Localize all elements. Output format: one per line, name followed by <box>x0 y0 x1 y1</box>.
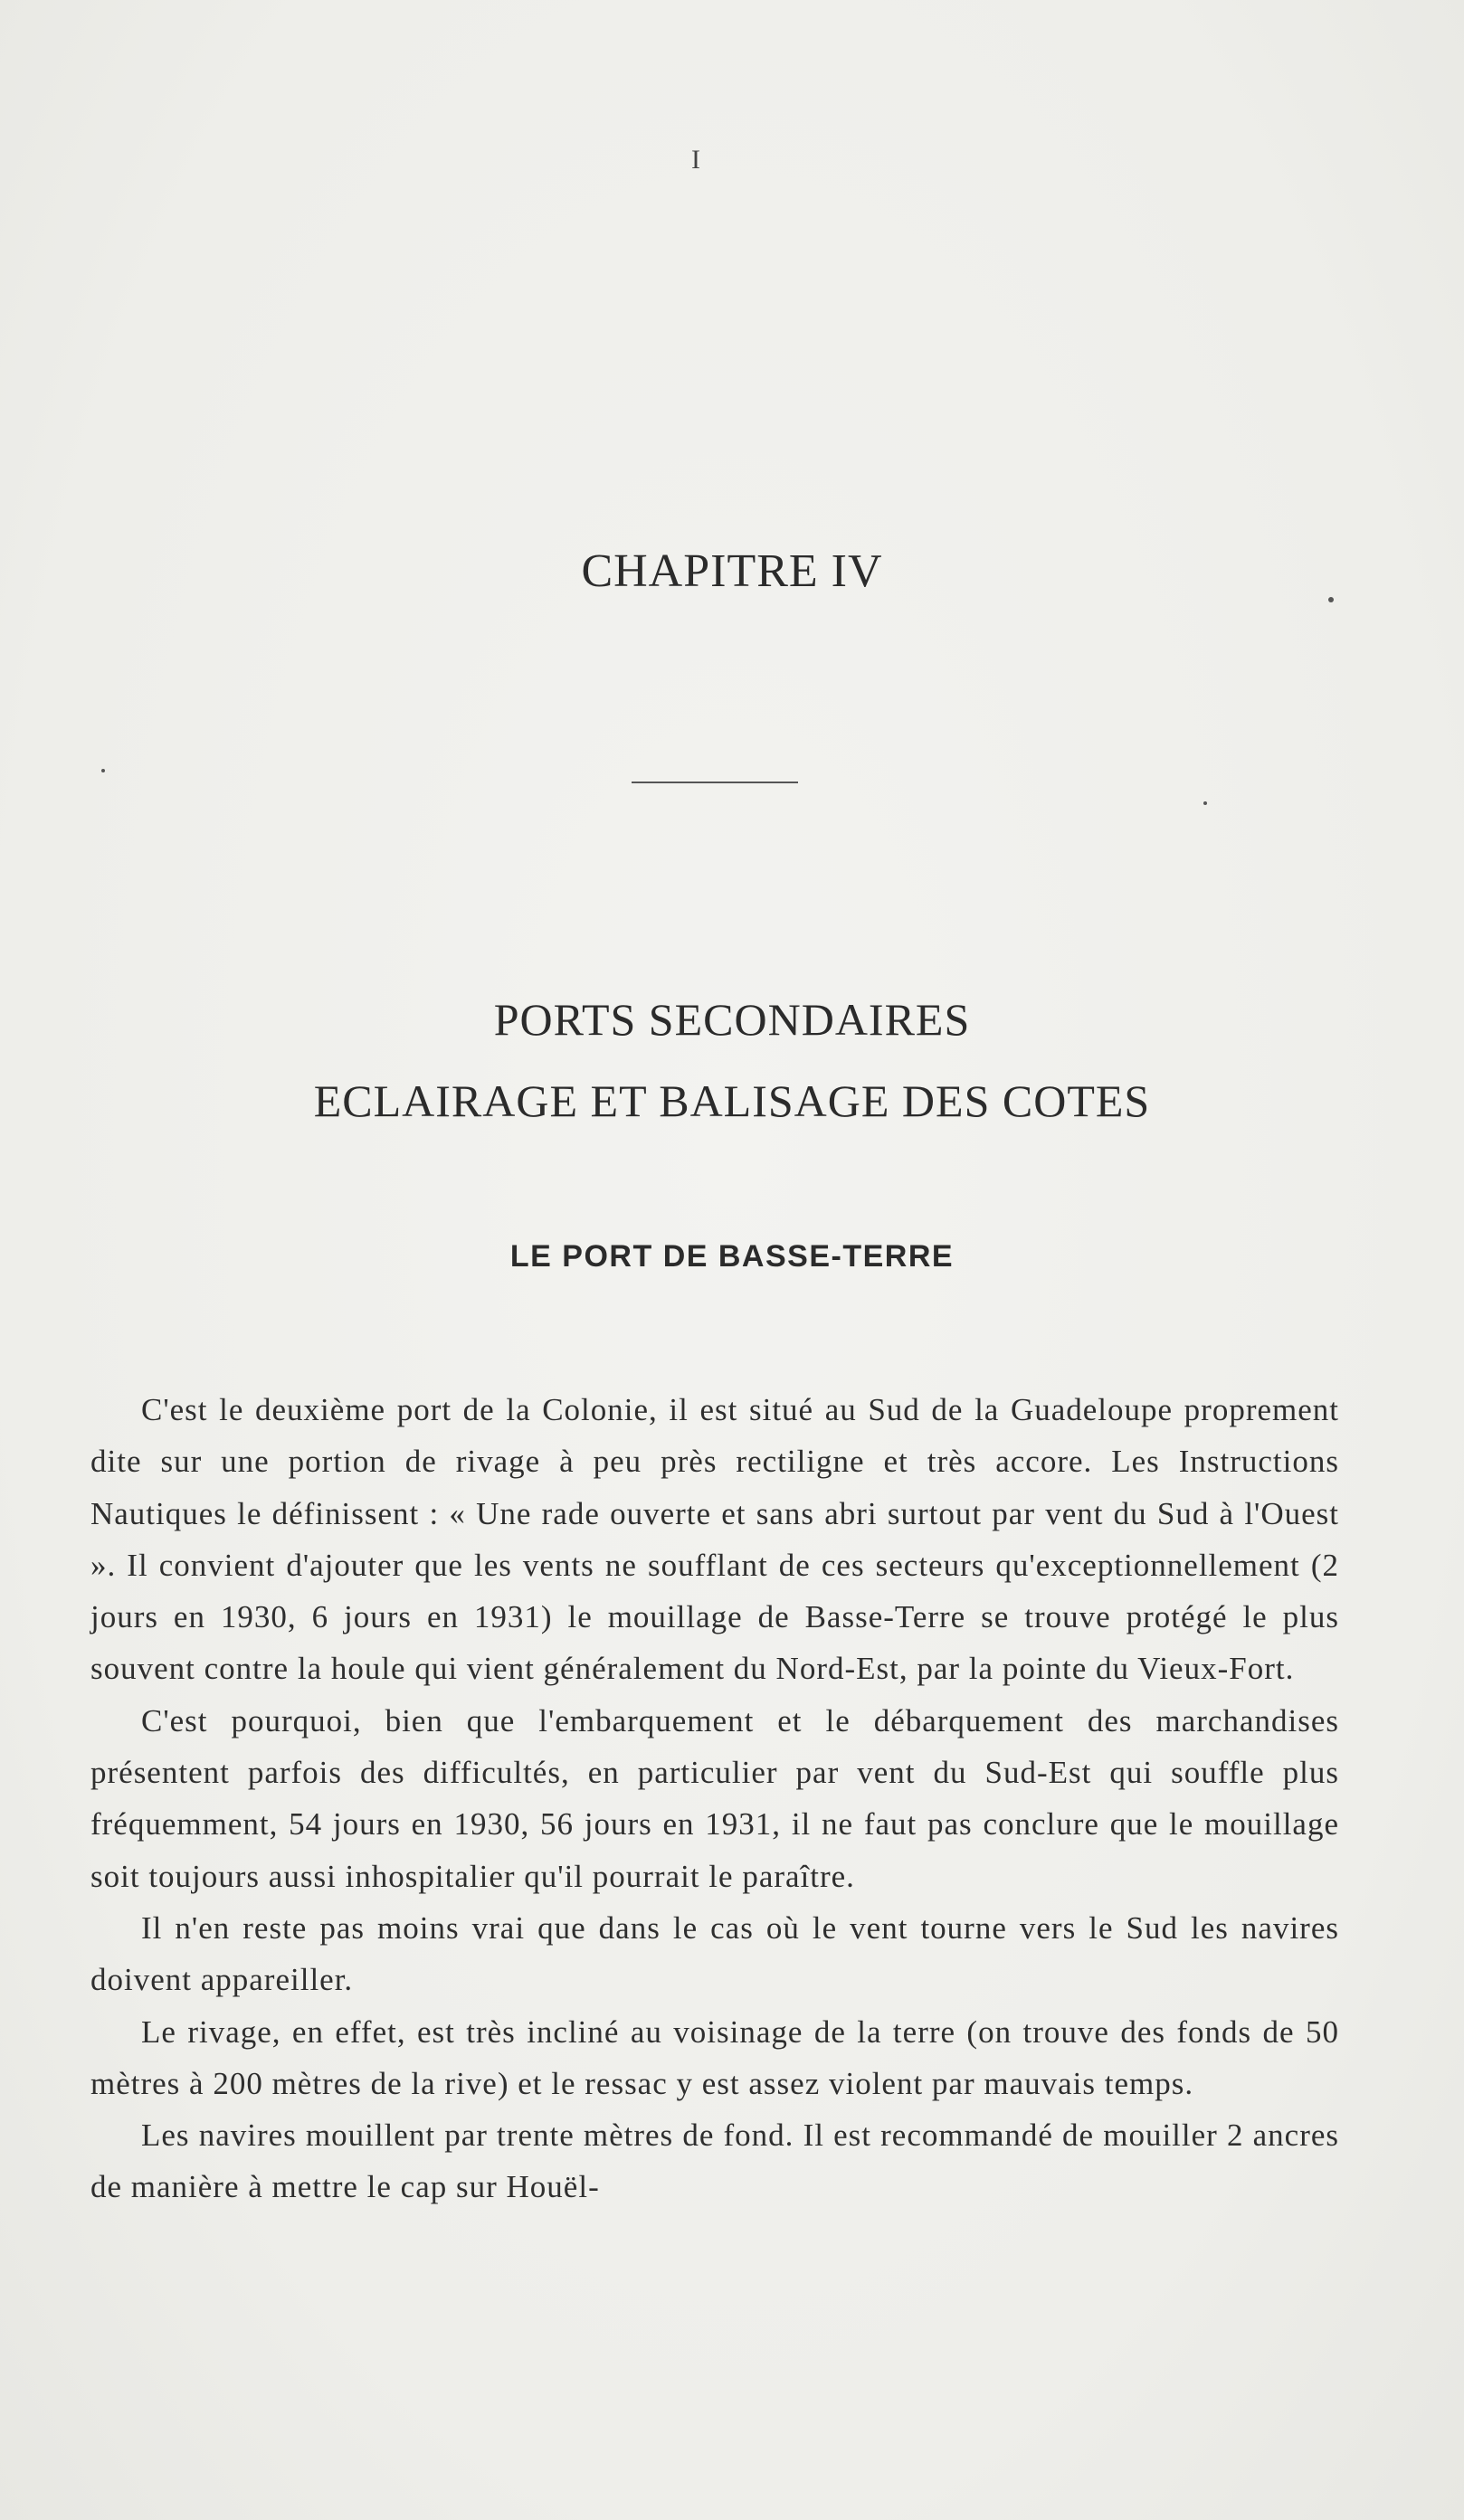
paragraph-1: C'est le deuxième port de la Colonie, il est situé au Sud de la Guadeloupe proprement dite sur une portion de rivage à peu près rectiligne et très accore. Les Instructions Nautiques le définissent : « Une rade ouverte et sans abri surtout par vent du Sud à l'Ouest ». Il convient d'ajouter que les vents ne soufflant de ces secteurs qu'exceptionnellement (2 jours en 1930, 6 jours en 1931) le mouillage de Basse-Terre se trouve protégé le plus souvent contre la houle qui vient généralement du Nord-Est, par la pointe du Vieux-Fort. <box>90 1392 1339 1687</box>
section-title-line2: ECLAIRAGE ET BALISAGE DES COTES <box>313 1075 1151 1126</box>
separator-rule <box>632 782 798 783</box>
chapter-heading: CHAPITRE IV <box>581 545 883 597</box>
body-text <box>90 1384 1339 2213</box>
paragraph-2: C'est pourquoi, bien que l'embarquement et le débarquement des marchandises présentent parfois des difficultés, en particulier par vent du Sud-Est qui souffle plus fréquemment, 54 jours en 1930, 56 jours en 1931, il ne faut pas conclure que le mouillage soit toujours aussi inhospitalier qu'il pourrait le paraître. <box>90 1702 1339 1894</box>
section-title-line1: PORTS SECONDAIRES <box>493 994 971 1045</box>
paragraph-3: Il n'en reste pas moins vrai que dans le cas où le vent tourne vers le Sud les navires doivent appareiller. <box>90 1909 1339 1998</box>
paragraph-4: Le rivage, en effet, est très incliné au voisinage de la terre (on trouve des fonds de 50 mètres à 200 mètres de la rive) et le ressac y est assez violent par mauvais temps. <box>90 2013 1339 2101</box>
paragraph-5: Les navires mouillent par trente mètres de fond. Il est recommandé de mouiller 2 ancres de manière à mettre le cap sur Houël- <box>90 2117 1339 2205</box>
subheading: LE PORT DE BASSE-TERRE <box>509 1239 955 1274</box>
page-marker: I <box>691 145 700 175</box>
scan-speck <box>101 769 105 772</box>
scan-speck <box>1203 801 1207 805</box>
scan-speck <box>1328 597 1334 602</box>
